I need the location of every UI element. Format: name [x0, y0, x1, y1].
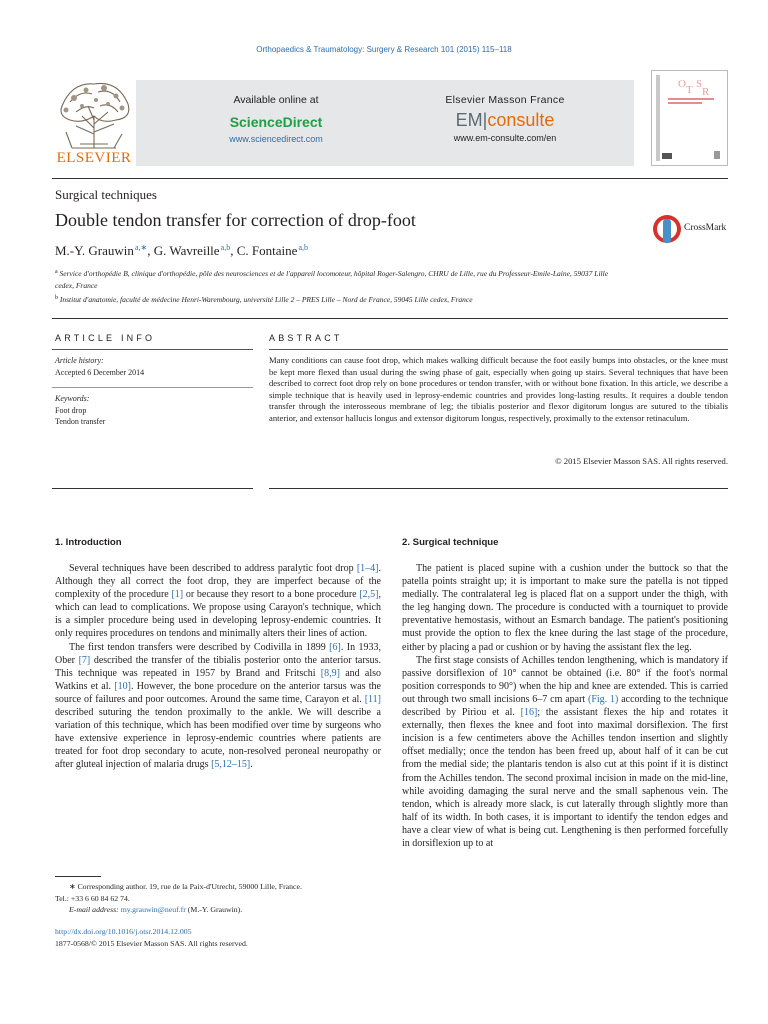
author-name[interactable]: C. Fontaine: [236, 243, 298, 258]
author-name[interactable]: M.-Y. Grauwin: [55, 243, 134, 258]
abstract-text: Many conditions can cause foot drop, which makes walking difficult because the foot easily bumps into obstacles, or the knee must be kept more flexed than usual during the swing phase of gait, especially when going up stairs. Several techniques that have been described to correct foot drop rely on bone procedures or tendon transfer, with or without bone fixation. In this article, we describe a simple technique that is heavily used in leprosy-endemic countries and provides long-lasting results. It requires a double tendon transfer through the interosseous membrane of leg; the tibialis posterior and flexor digitorum longus are sutured to the tibialis anterior, and extensor hallucis longus and extensor digitorum longus, respectively, proximally to the extensor retinaculum.: [269, 355, 728, 423]
author-affiliation-ref[interactable]: a,b: [298, 243, 309, 252]
author-email-line: [55, 904, 381, 916]
left-column: [55, 562, 381, 772]
citation-link[interactable]: [1]: [171, 589, 184, 601]
emconsulte-logo[interactable]: [430, 110, 580, 131]
intro-paragraph-2: The first tendon transfers were described by Codivilla in 1899 [6]. In 1933, Ober [7] described the transfer of the tibialis posterior onto the anterior tarsus. This technique was repeated in 1957 by Brand and Fritschi [8,9] and also Watkins et al. [10]. However, the bone procedure on the anterior tarsus was the source of failures and poor outcomes. Around the same time, Carayon et al. [11] described suturing the tendon proximally to the ankle. We will describe a variation of this technique, which has been modified over time by surgeons who have extensive experience in leprosy-endemic countries where patients are treated for foot drop secondary to acute, non-resolved peroneal neuropathy or after gluteal injection of malaria drugs [5,12–15].: [55, 641, 381, 771]
author-phone: Tel.: +33 6 60 84 62 74.: [55, 893, 130, 903]
article-info-heading: ARTICLE INFO: [55, 333, 156, 343]
surgical-technique-heading: 2. Surgical technique: [402, 537, 499, 548]
crossmark-label: CrossMark: [684, 223, 727, 233]
abstract-copyright: © 2015 Elsevier Masson SAS. All rights reserved.: [555, 456, 728, 466]
citation-link[interactable]: (Fig. 1): [588, 693, 619, 705]
citation-link[interactable]: [2,5]: [359, 589, 379, 601]
email-suffix: (M.-Y. Grauwin).: [187, 905, 243, 914]
author-list: M.-Y. Grauwin $^{a,∗}$, G. Wavreille $^{a,b}$, C. Fontaine $^{a,b}$: [55, 243, 309, 258]
author-affiliation-ref[interactable]: a,b: [220, 243, 231, 252]
keywords-label: Keywords:: [55, 394, 90, 403]
journal-reference[interactable]: Orthopaedics & Traumatology: Surgery & Research 101 (2015) 115–118: [256, 45, 512, 54]
abstract-bottom-rule: [269, 488, 728, 489]
abstract-rule: [269, 349, 728, 350]
crossmark-badge[interactable]: [652, 213, 732, 245]
doi-block: [55, 926, 248, 949]
sciencedirect-logo[interactable]: ScienceDirect: [229, 114, 323, 130]
citation-link[interactable]: [7]: [78, 654, 91, 666]
accepted-date: Accepted 6 December 2014: [55, 368, 145, 377]
info-top-rule: [52, 318, 728, 319]
affiliation-mark: b: [55, 295, 58, 301]
corresponding-author: ∗ Corresponding author. 19, rue de la Paix-d'Utrecht, 59000 Lille, France.: [69, 882, 302, 891]
cover-logo-icon: [652, 71, 729, 167]
surgical-paragraph-2: The first stage consists of Achilles tendon lengthening, which is mandatory if passive dorsiflexion of 10° cannot be obtained (i.e. 80° if the foot's normal position corresponds to 90°) when the hip and knee are extended. This is carried out through two small incisions 6–7 cm apart (Fig. 1) according to the technique described by Piriou et al. [16]; the assistant flexes the hip and rotates it externally, then flexes the knee and foot into maximal dorsiflexion. The first incision is a few centimeters above the Achilles tendon insertion and slightly offset medially; once the tendon has been freed up, about half of it can be cut from the medial side; the plantaris tendon is also cut at this point if it is distinct from the Achilles tendon. The second proximal incision in made on the mid-line, while avoiding damaging the sural nerve and the small saphenous vein. The tendon, which is already more slack, is cut laterally through slightly more than half of its width. In both cases, it is important to identify the tendon edges and have a clear view of what is being cut. Lengthening is then performed forcefully in dorsiflexion up to at: [402, 654, 729, 849]
citation-link[interactable]: [10]: [114, 680, 131, 692]
keywords-list: [55, 405, 105, 427]
elsevier-tree-icon: [52, 76, 136, 150]
em-logo-part: EM: [455, 110, 483, 130]
affiliation-mark: a: [55, 269, 58, 275]
citation-link[interactable]: [1–4]: [356, 563, 379, 574]
article-info-bottom-rule: [52, 488, 253, 489]
affiliation-text: Service d'orthopédie B, clinique d'orthopédie, pôle des neurosciences et de l'appareil locomoteur, hôpital Roger-Salengro, CHRU de Lille, rue du Professeur-Emile-Laine, 59037 Lille cedex, France: [55, 269, 609, 290]
citation-link[interactable]: [5,12–15]: [211, 759, 251, 771]
affiliation-b: [55, 292, 615, 306]
doi-link[interactable]: http://dx.doi.org/10.1016/j.otsr.2014.12.005: [55, 927, 192, 936]
author-affiliation-ref[interactable]: a,∗: [134, 243, 148, 252]
sciencedirect-url[interactable]: www.sciencedirect.com: [229, 134, 323, 144]
journal-cover-thumbnail[interactable]: [651, 70, 728, 166]
affiliations: [55, 266, 615, 306]
section-label: Surgical techniques: [55, 187, 157, 202]
svg-text:T: T: [686, 84, 693, 96]
author-name[interactable]: G. Wavreille: [153, 243, 220, 258]
issn-copyright: 1877-0568/© 2015 Elsevier Masson SAS. All rights reserved.: [55, 938, 248, 948]
svg-text:O: O: [678, 78, 686, 90]
footnote-rule: [55, 876, 101, 877]
elsevier-masson-label: Elsevier Masson France: [445, 94, 565, 106]
citation-link[interactable]: [11]: [364, 693, 381, 705]
svg-text:S: S: [696, 78, 703, 90]
email-label: E-mail address:: [69, 905, 119, 914]
introduction-heading: 1. Introduction: [55, 537, 122, 548]
abstract-heading: ABSTRACT: [269, 333, 343, 343]
citation-link[interactable]: [16]: [520, 707, 538, 719]
keyword: Tendon transfer: [55, 417, 106, 426]
emconsulte-url[interactable]: www.em-consulte.com/en: [453, 133, 557, 143]
affiliation-text: Institut d'anatomie, faculté de médecine Henri-Warembourg, université Lille 2 – PRES Lille – Nord de France, 59045 Lille cedex, France: [59, 295, 473, 304]
intro-paragraph-1: Several techniques have been described to address paralytic foot drop [1–4]. Although they all correct the foot drop, they are imperfect because of the complexity of the procedure [1] or because they resort to a bone procedure [2,5], which can lead to complications. We propose using Carayon's technique, which is a simpler procedure being used in developing leprosy-endemic countries. It only requires procedures on tendons and minimally alters their lines of action.: [55, 563, 381, 640]
available-online-label: Available online at: [233, 94, 319, 106]
keyword: Foot drop: [55, 406, 87, 415]
header-rule: [52, 178, 728, 179]
sciencedirect-block[interactable]: [206, 94, 346, 144]
article-info-rule: [52, 349, 253, 350]
svg-text:R: R: [702, 86, 710, 98]
consulte-logo-part: consulte: [487, 110, 555, 130]
right-column: [402, 562, 728, 850]
affiliation-a: [55, 266, 615, 292]
elsevier-wordmark: ELSEVIER: [56, 150, 132, 166]
article-title: Double tendon transfer for correction of drop-foot: [55, 210, 416, 230]
surgical-paragraph-1: The patient is placed supine with a cushion under the buttock so that the patella points straight up; it is important to make sure the patella is not tipped medially. The contralateral leg is placed flat on a support under the thigh, with the leg hanging down. The procedure is conducted with a tourniquet to provide preventative hemostasis, without an Esmarch bandage. The patient's positioning must provide the option to flex the knee during the last stage of the procedure, either by placing a pad or cushion or by having the assistant flex the leg.: [402, 563, 728, 653]
article-history-label: Article history:: [55, 356, 104, 365]
footnote: [55, 881, 381, 916]
crossmark-icon: [652, 213, 682, 245]
author-email-link[interactable]: my.grauwin@neuf.fr: [120, 905, 186, 914]
citation-link[interactable]: [6]: [329, 641, 341, 653]
emconsulte-block[interactable]: [430, 94, 580, 143]
em-logo-divider: |: [482, 110, 488, 130]
elsevier-logo[interactable]: [52, 76, 136, 168]
article-info-divider: [52, 387, 253, 388]
citation-link[interactable]: [8,9]: [320, 667, 340, 679]
